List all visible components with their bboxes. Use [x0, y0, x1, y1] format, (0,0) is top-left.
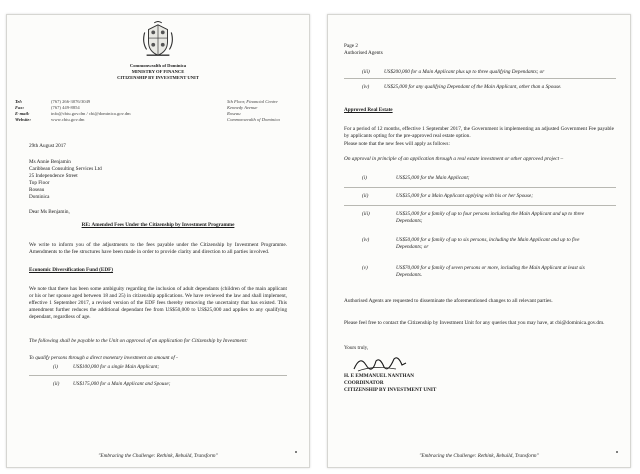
- contact-label: Tel:: [15, 99, 23, 104]
- page-marker-icon: [295, 451, 297, 453]
- fees-apply-text: Please note that the new fees will apply as follows:: [344, 141, 450, 147]
- intro-paragraph: We write to inform you of the adjustments to the fees payable under the Citizenship by Investment Programme. Amendments to the fee structures have been made in order to provide clarity and direction to all parties involved.: [29, 242, 287, 256]
- list-number: (v): [362, 265, 368, 271]
- signer-name: H. E EMMANUEL NANTHAN: [344, 373, 415, 379]
- payable-paragraph: The following shall be payable to the Unit on approval of an application for Citizenship by Investment:: [29, 338, 248, 345]
- contact-paragraph: Please feel free to contact the Citizenship by Investment Unit for any queries that you may have, at cbi@dominica.gov.dm.: [344, 320, 605, 327]
- contact-label: Website:: [15, 117, 31, 122]
- qualify-paragraph: To qualify persons through a direct monetary investment an amount of -: [29, 355, 178, 361]
- letter-date: 29th August 2017: [29, 143, 66, 149]
- contact-value: (767) 266-3076/3049: [51, 99, 91, 104]
- section-title-real-estate: Approved Real Estate: [344, 107, 393, 113]
- list-item-text: US$35,000 for a Main Applicant applying with his or her Spouse;: [396, 193, 533, 199]
- page-number: Page 2: [344, 43, 358, 49]
- divider: [344, 187, 616, 188]
- list-number: (ii): [53, 381, 60, 387]
- contact-value: (767) 449-8854: [51, 105, 80, 110]
- address-line: Roseau: [227, 111, 241, 116]
- list-number: (i): [362, 175, 367, 181]
- list-number: (i): [53, 364, 58, 370]
- signer-title: COORDINATOR: [344, 380, 384, 386]
- list-number: (ii): [362, 193, 369, 199]
- contact-value: www.cbiu.gov.dm: [51, 117, 85, 122]
- list-item-text: US$35,000 for a family of up to four persons including the Main Applicant and up to three Dependants;: [396, 211, 585, 224]
- contact-label: Fax:: [15, 105, 25, 110]
- signer-unit: CITIZENSHIP BY INVESTMENT UNIT: [344, 387, 437, 393]
- list-item-text: US$175,000 for a Main Applicant and Spouse;: [73, 381, 171, 387]
- header-line-1: Commonwealth of Dominica: [129, 63, 187, 68]
- section-title-edf: Economic Diversification Fund (EDF): [29, 267, 114, 273]
- footer-motto: "Embracing the Challenge: Rethink, Rebuild, Transform": [419, 453, 539, 459]
- coat-of-arms-icon: [139, 21, 177, 59]
- recipient-line: Top Floor: [29, 180, 50, 186]
- signature-icon: [350, 353, 410, 375]
- contact-label: E-mail:: [15, 111, 30, 116]
- footer-motto: "Embracing the Challenge: Rethink, Rebuild, Transform": [98, 453, 218, 459]
- approval-paragraph: On approval in principle of an application through a real estate investment or other approved project –: [344, 156, 564, 163]
- divider: [29, 375, 287, 376]
- contact-value: info@cbiu.gov.dm / cbi@dominica.gov.dm: [51, 111, 131, 116]
- list-item-text: US$25,000 for the Main Applicant;: [396, 175, 470, 181]
- subject-line: RE: Amended Fees Under the Citizenship by Investment Programme: [81, 222, 235, 228]
- list-item-text: US$100,000 for a single Main Applicant;: [73, 364, 160, 370]
- list-item-text: US$25,000 for any qualifying Dependant of the Main Applicant, other than a Spouse.: [384, 84, 562, 90]
- list-number: (iv): [362, 84, 370, 90]
- recipient-line: Caribbean Consulting Services Ltd: [29, 166, 102, 172]
- letter-page-2: [327, 14, 631, 468]
- page-marker-icon: [616, 451, 618, 453]
- edf-paragraph: We note that there has been some ambiguity regarding the inclusion of adult dependants (children of the main applicant or his or her spouse aged between 18 and 25) in citizenship applications. We have reviewed the law and shall implement, effective 1 September 2017, a revised version of the EDF fees thereby removing the uncertainty that has existed. This amendment further reduces the additional dependant fee from US$50,000 to US$25,000 and applies to any qualifying dependant, regardless of age.: [29, 286, 287, 320]
- closing: Yours truly,: [344, 345, 369, 351]
- real-estate-paragraph: For a period of 12 months, effective 1 September 2017, the Government is implementing an adjusted Government Fee payable by applicants opting for the pre-approved real estate option.: [344, 126, 614, 140]
- address-line: 5th Floor, Financial Centre: [227, 99, 278, 104]
- list-number: (iv): [362, 237, 370, 243]
- recipient-line: Roseau: [29, 187, 45, 193]
- list-item-text: US$200,000 for a Main Applicant plus up to three qualifying Dependants; or: [384, 69, 545, 75]
- recipient-line: Ms Annie Benjamin: [29, 159, 71, 165]
- header-line-2: MINISTRY OF FINANCE: [131, 69, 185, 74]
- divider: [344, 205, 616, 206]
- disseminate-paragraph: Authorised Agents are requested to disseminate the aforementioned changes to all relevant parties.: [344, 298, 553, 305]
- recipient-line: Dominica: [29, 194, 50, 200]
- list-number: (iii): [362, 69, 370, 75]
- page-addressee: Authorised Agents: [344, 50, 383, 56]
- address-line: Kennedy Avenue: [227, 105, 258, 110]
- letter-page-1: [6, 14, 310, 468]
- divider: [344, 78, 616, 79]
- header-line-3: CITIZENSHIP BY INVESTMENT UNIT: [117, 75, 199, 80]
- recipient-line: 25 Independence Street: [29, 173, 78, 179]
- list-number: (iii): [362, 211, 370, 217]
- address-line: Commonwealth of Dominica: [227, 117, 280, 122]
- list-item-text: US$70,000 for a family of seven persons or more, including the Main Applicant at least six Dependants.: [396, 265, 585, 278]
- salutation: Dear Ms Benjamin,: [29, 209, 70, 215]
- list-item-text: US$50,000 for a family of up to six persons, including the Main Applicant and up to five Dependants; or: [396, 237, 580, 250]
